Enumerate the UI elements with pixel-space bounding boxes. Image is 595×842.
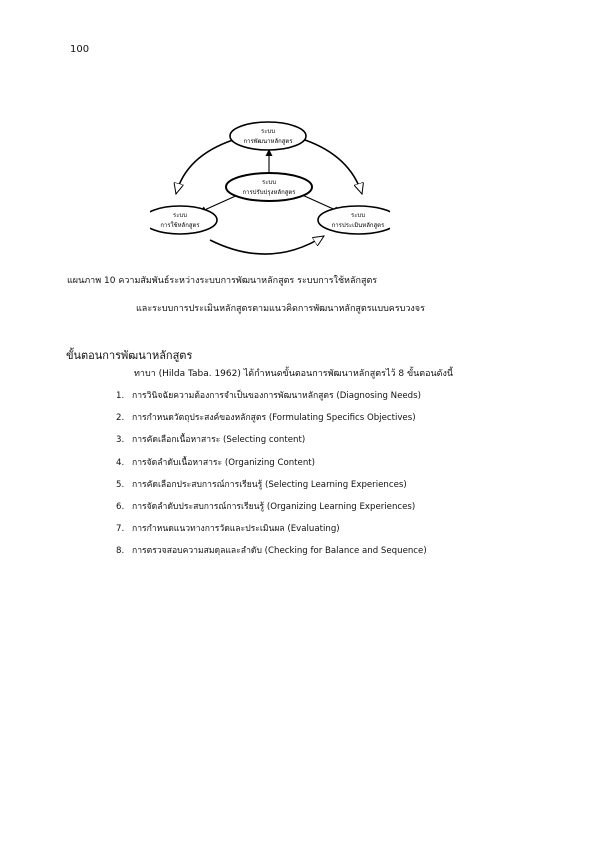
step-text: การกำหนดแนวทางการวัดและประเมินผล (Evaluating): [132, 524, 340, 535]
node-implementation-line2: การใช้หลักสูตร: [160, 222, 200, 229]
node-development-line2: การพัฒนาหลักสูตร: [243, 138, 293, 145]
step-text: การคัดเลือกประสบการณ์การเรียนรู้ (Selecting Learning Experiences): [132, 479, 407, 490]
page-number: 100: [70, 44, 90, 55]
node-evaluation-line2: การประเมินหลักสูตร: [331, 222, 385, 229]
node-implementation-line1: ระบบ: [172, 212, 188, 219]
step-text: การตรวจสอบความสมดุลและลำดับ (Checking for Balance and Sequence): [132, 546, 427, 557]
step-number: 4.: [116, 457, 125, 468]
step-number: 3.: [116, 435, 125, 446]
step-text: การกำหนดวัตถุประสงค์ของหลักสูตร (Formulating Specifics Objectives): [132, 413, 416, 424]
step-text: การคัดเลือกเนื้อหาสาระ (Selecting content): [132, 435, 306, 446]
node-improvement: [226, 173, 312, 201]
list-item: [116, 477, 427, 499]
node-evaluation: [318, 206, 390, 234]
list-item: [116, 432, 427, 454]
section-heading: ขั้นตอนการพัฒนาหลักสูตร: [66, 349, 193, 362]
list-item: [116, 543, 427, 565]
node-development-line1: ระบบ: [260, 128, 276, 135]
step-text: การจัดลำดับประสบการณ์การเรียนรู้ (Organizing Learning Experiences): [132, 501, 416, 512]
step-number: 7.: [116, 524, 125, 535]
node-improvement-line2: การปรับปรุงหลักสูตร: [242, 189, 296, 196]
section-intro: ทาบา (Hilda Taba. 1962) ได้กำหนดขั้นตอนการพัฒนาหลักสูตรไว้ 8 ขั้นตอนดังนี้: [134, 369, 454, 379]
list-item: [116, 455, 427, 477]
node-implementation: [150, 206, 217, 234]
step-text: การจัดลำดับเนื้อหาสาระ (Organizing Content): [132, 457, 316, 468]
step-text: การวินิจฉัยความต้องการจำเป็นของการพัฒนาหลักสูตร (Diagnosing Needs): [132, 391, 421, 401]
step-number: 1.: [116, 391, 125, 401]
node-development: [230, 122, 306, 150]
step-number: 8.: [116, 546, 125, 557]
list-item: [116, 521, 427, 543]
figure-caption-line1: แผนภาพ 10 ความสัมพันธ์ระหว่างระบบการพัฒนาหลักสูตร ระบบการใช้หลักสูตร: [67, 276, 378, 286]
arc-top-to-right: [305, 140, 362, 194]
curriculum-systems-diagram: [150, 112, 390, 262]
list-item: [116, 410, 427, 432]
step-number: 2.: [116, 413, 125, 424]
step-number: 5.: [116, 479, 125, 490]
arc-top-to-left: [176, 140, 233, 194]
figure-caption-line2: และระบบการประเมินหลักสูตรตามแนวคิดการพัฒนาหลักสูตรแบบครบวงจร: [136, 304, 425, 314]
list-item: [116, 388, 427, 410]
step-list: [116, 388, 427, 566]
node-improvement-line1: ระบบ: [261, 179, 277, 186]
step-number: 6.: [116, 501, 125, 512]
arc-left-to-right: [210, 236, 324, 254]
list-item: [116, 499, 427, 521]
node-evaluation-line1: ระบบ: [350, 212, 366, 219]
